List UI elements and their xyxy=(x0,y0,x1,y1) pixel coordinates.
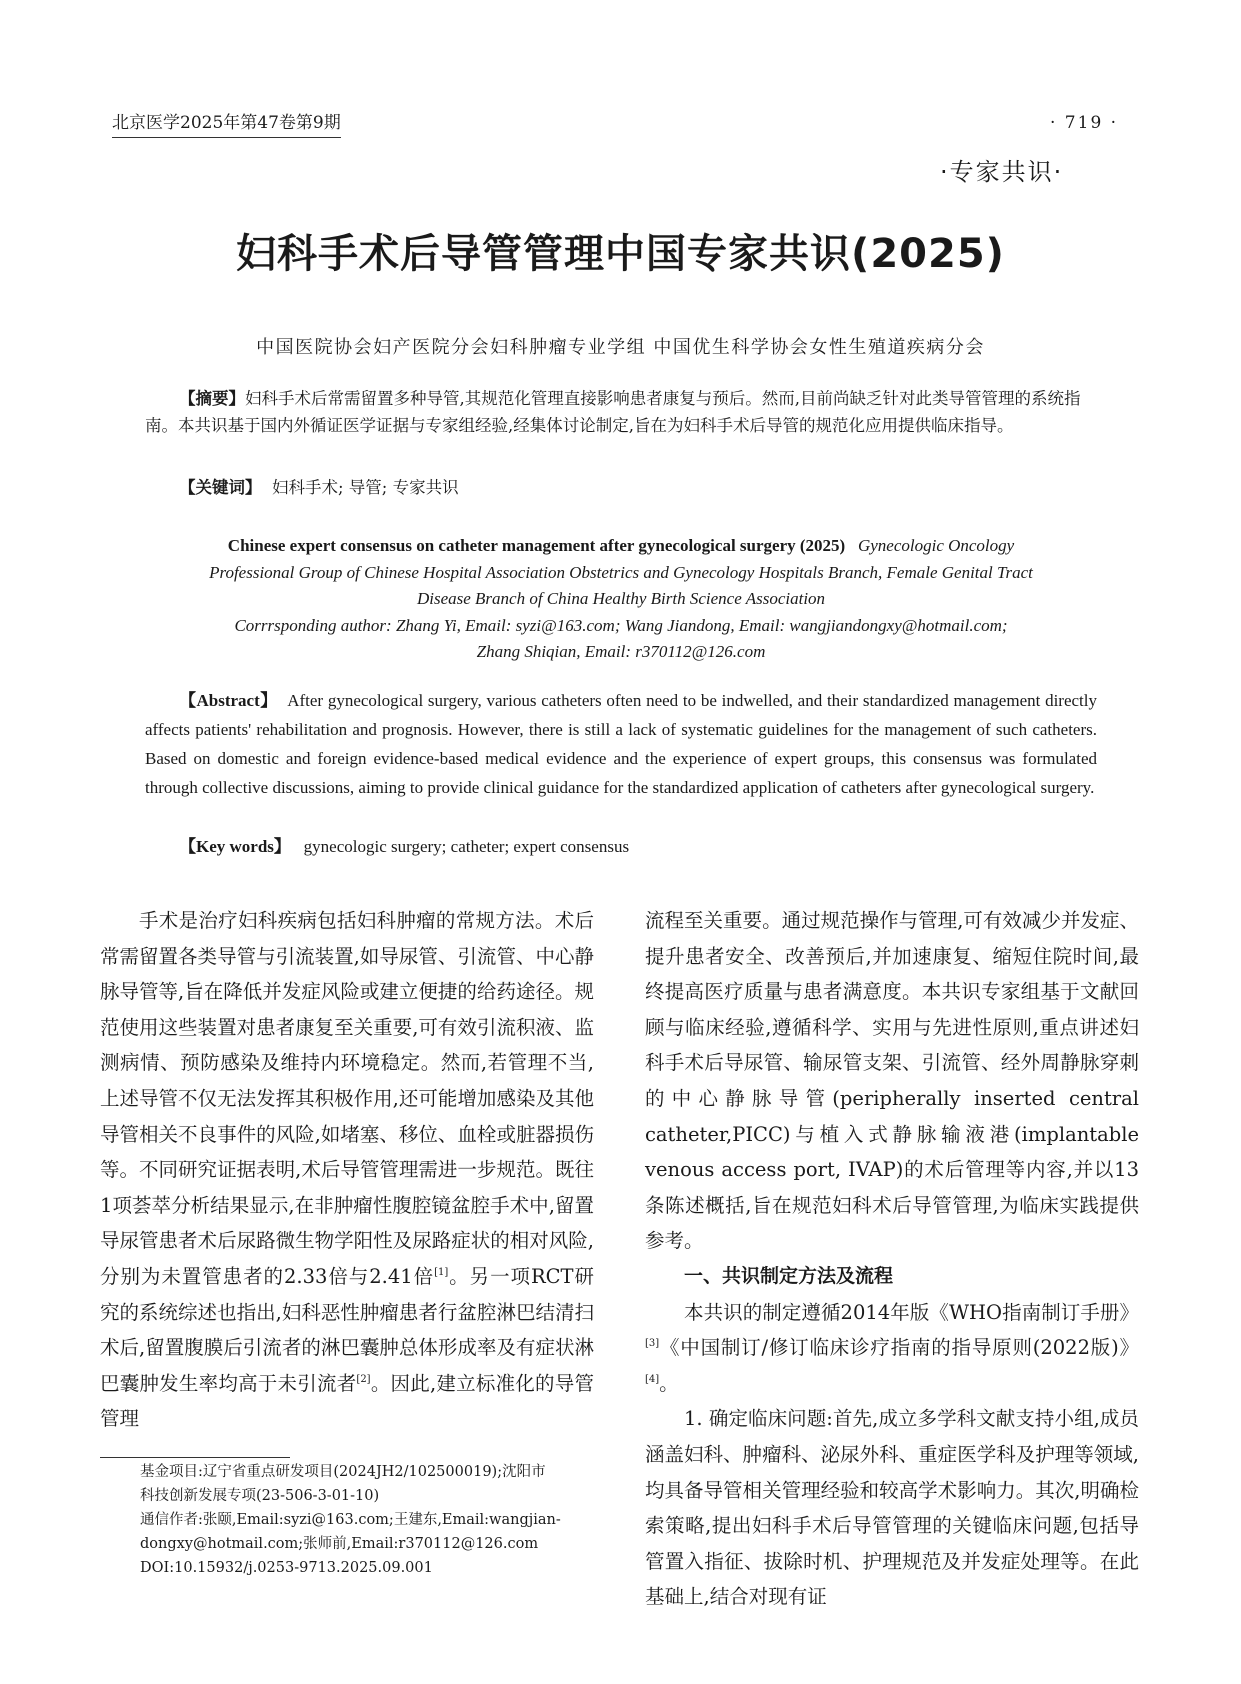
en-org-line-3: Disease Branch of China Healthy Birth Science Association xyxy=(416,589,826,608)
body-paragraph: 流程至关重要。通过规范操作与管理,可有效减少并发症、提升患者安全、改善预后,并加速康复、缩短住院时间,最终提高医疗质量与患者满意度。本共识专家组基于文献回顾与临床经验,遵循科学、实用与先进性原则,重点讲述妇科手术后导尿管、输尿管支架、引流管、经外周静脉穿刺的中心静脉导管(peripherally inserted central catheter,PICC)与植入式静脉输液港(implantable venous access port, IVAP)的术后管理等内容,并以13条陈述概括,旨在规范妇科术后导管管理,为临床实践提供参考。 xyxy=(645,909,1139,1253)
corresponding-line-2: dongxy@hotmail.com;张师前,Email:r370112@126.com xyxy=(140,1536,539,1552)
citation: [1] xyxy=(434,1266,449,1278)
body-column-right xyxy=(645,903,1139,1615)
doi: DOI:10.15932/j.0253-9713.2025.09.001 xyxy=(140,1560,433,1576)
body-text: 。 xyxy=(659,1371,679,1395)
footnotes xyxy=(140,1460,600,1580)
en-title: Chinese expert consensus on catheter management after gynecological surgery (2025) xyxy=(227,536,846,555)
article-title: 妇科手术后导管管理中国专家共识(2025) xyxy=(236,231,1005,277)
cn-keywords-text: 妇科手术; 导管; 专家共识 xyxy=(272,478,459,497)
page-number: · 719 · xyxy=(1050,113,1119,133)
en-keywords xyxy=(145,832,1097,861)
body-text: 。因此,建立标准化的导管管理 xyxy=(100,1371,594,1431)
body-text: 本共识的制定遵循2014年版《WHO指南制订手册》 xyxy=(684,1300,1139,1324)
cn-keywords xyxy=(145,474,1097,501)
citation: [4] xyxy=(645,1373,660,1385)
section-label: ·专家共识· xyxy=(940,158,1064,186)
en-corresponding-line-2: Zhang Shiqian, Email: r370112@126.com xyxy=(476,642,766,661)
en-abstract xyxy=(145,686,1097,802)
en-corresponding-line-1: Corrrsponding author: Zhang Yi, Email: syzi@163.com; Wang Jiandong, Email: wangjiandongxy@hotmail.com; xyxy=(234,615,1008,635)
cn-keywords-label: 【关键词】 xyxy=(179,478,262,497)
cn-abstract-text: 妇科手术后常需留置多种导管,其规范化管理直接影响患者康复与预后。然而,目前尚缺乏针对此类导管管理的系统指南。本共识基于国内外循证医学证据与专家组经验,经集体讨论制定,旨在为妇科手术后导管的规范化应用提供临床指导。 xyxy=(145,389,1081,435)
body-text: 手术是治疗妇科疾病包括妇科肿瘤的常规方法。术后常需留置各类导管与引流装置,如导尿管、引流管、中心静脉导管等,旨在降低并发症风险或建立便捷的给药途径。规范使用这些装置对患者康复至关重要,可有效引流积液、监测病情、预防感染及维持内环境稳定。然而,若管理不当,上述导管不仅无法发挥其积极作用,还可能增加感染及其他导管相关不良事件的风险,如堵塞、移位、血栓或脏器损伤等。不同研究证据表明,术后导管管理需进一步规范。既往1项荟萃分析结果显示,在非肿瘤性腹腔镜盆腔手术中,留置导尿管患者术后尿路微生物学阳性及尿路症状的相对风险,分别为未置管患者的2.33倍与2.41倍 xyxy=(100,909,594,1288)
journal-header: 北京医学2025年第47卷第9期 xyxy=(112,112,341,138)
author-organization: 中国医院协会妇产医院分会妇科肿瘤专业学组 中国优生科学协会女性生殖道疾病分会 xyxy=(256,337,985,358)
body-paragraph xyxy=(645,1295,1139,1402)
en-org-line-2: Professional Group of Chinese Hospital Association Obstetrics and Gynecology Hospitals Branch, Female Genital Tract xyxy=(209,562,1033,582)
en-keywords-label: 【Key words】 xyxy=(179,837,291,856)
body-paragraph: 1. 确定临床问题:首先,成立多学科文献支持小组,成员涵盖妇科、肿瘤科、泌尿外科、重症医学科及护理等领域,均具备导管相关管理经验和较高学术影响力。其次,明确检索策略,提出妇科手术后导管管理的关键临床问题,包括导管置入指征、拔除时机、护理规范及并发症处理等。在此基础上,结合对现有证 xyxy=(645,1407,1139,1609)
footnote-divider xyxy=(100,1457,290,1458)
en-org-line-1: Gynecologic Oncology xyxy=(857,536,1015,555)
body-text: 《中国制订/修订临床诊疗指南的指导原则(2022版)》 xyxy=(659,1336,1139,1360)
body-paragraph xyxy=(100,903,594,1437)
citation: [2] xyxy=(356,1373,371,1385)
citation: [3] xyxy=(645,1338,660,1350)
en-title-block xyxy=(140,533,1102,666)
en-abstract-text: After gynecological surgery, various catheters often need to be indwelled, and their standardized management directly affects patients' rehabilitation and prognosis. However, there is still a lack of systematic guidelines for the management of such catheters. Based on domestic and foreign evidence-based medical evidence and the experience of expert groups, this consensus was formulated through collective discussions, aiming to provide clinical guidance for the standardized application of catheters after gynecological surgery. xyxy=(145,691,1098,797)
cn-abstract xyxy=(145,385,1097,439)
body-column-left xyxy=(100,903,594,1437)
section-heading: 一、共识制定方法及流程 xyxy=(684,1264,894,1287)
cn-abstract-label: 【摘要】 xyxy=(179,389,245,408)
body-text: 。另一项RCT研究的系统综述也指出,妇科恶性肿瘤患者行盆腔淋巴结清扫术后,留置腹膜后引流者的淋巴囊肿总体形成率及有症状淋巴囊肿发生率均高于未引流者 xyxy=(100,1264,595,1395)
fund-line-2: 科技创新发展专项(23-506-3-01-10) xyxy=(140,1488,380,1504)
fund-line-1: 基金项目:辽宁省重点研发项目(2024JH2/102500019);沈阳市 xyxy=(140,1464,546,1480)
en-abstract-label: 【Abstract】 xyxy=(179,691,278,710)
en-keywords-text: gynecologic surgery; catheter; expert consensus xyxy=(303,837,630,856)
corresponding-line-1: 通信作者:张颐,Email:syzi@163.com;王建东,Email:wangjian- xyxy=(140,1512,561,1528)
